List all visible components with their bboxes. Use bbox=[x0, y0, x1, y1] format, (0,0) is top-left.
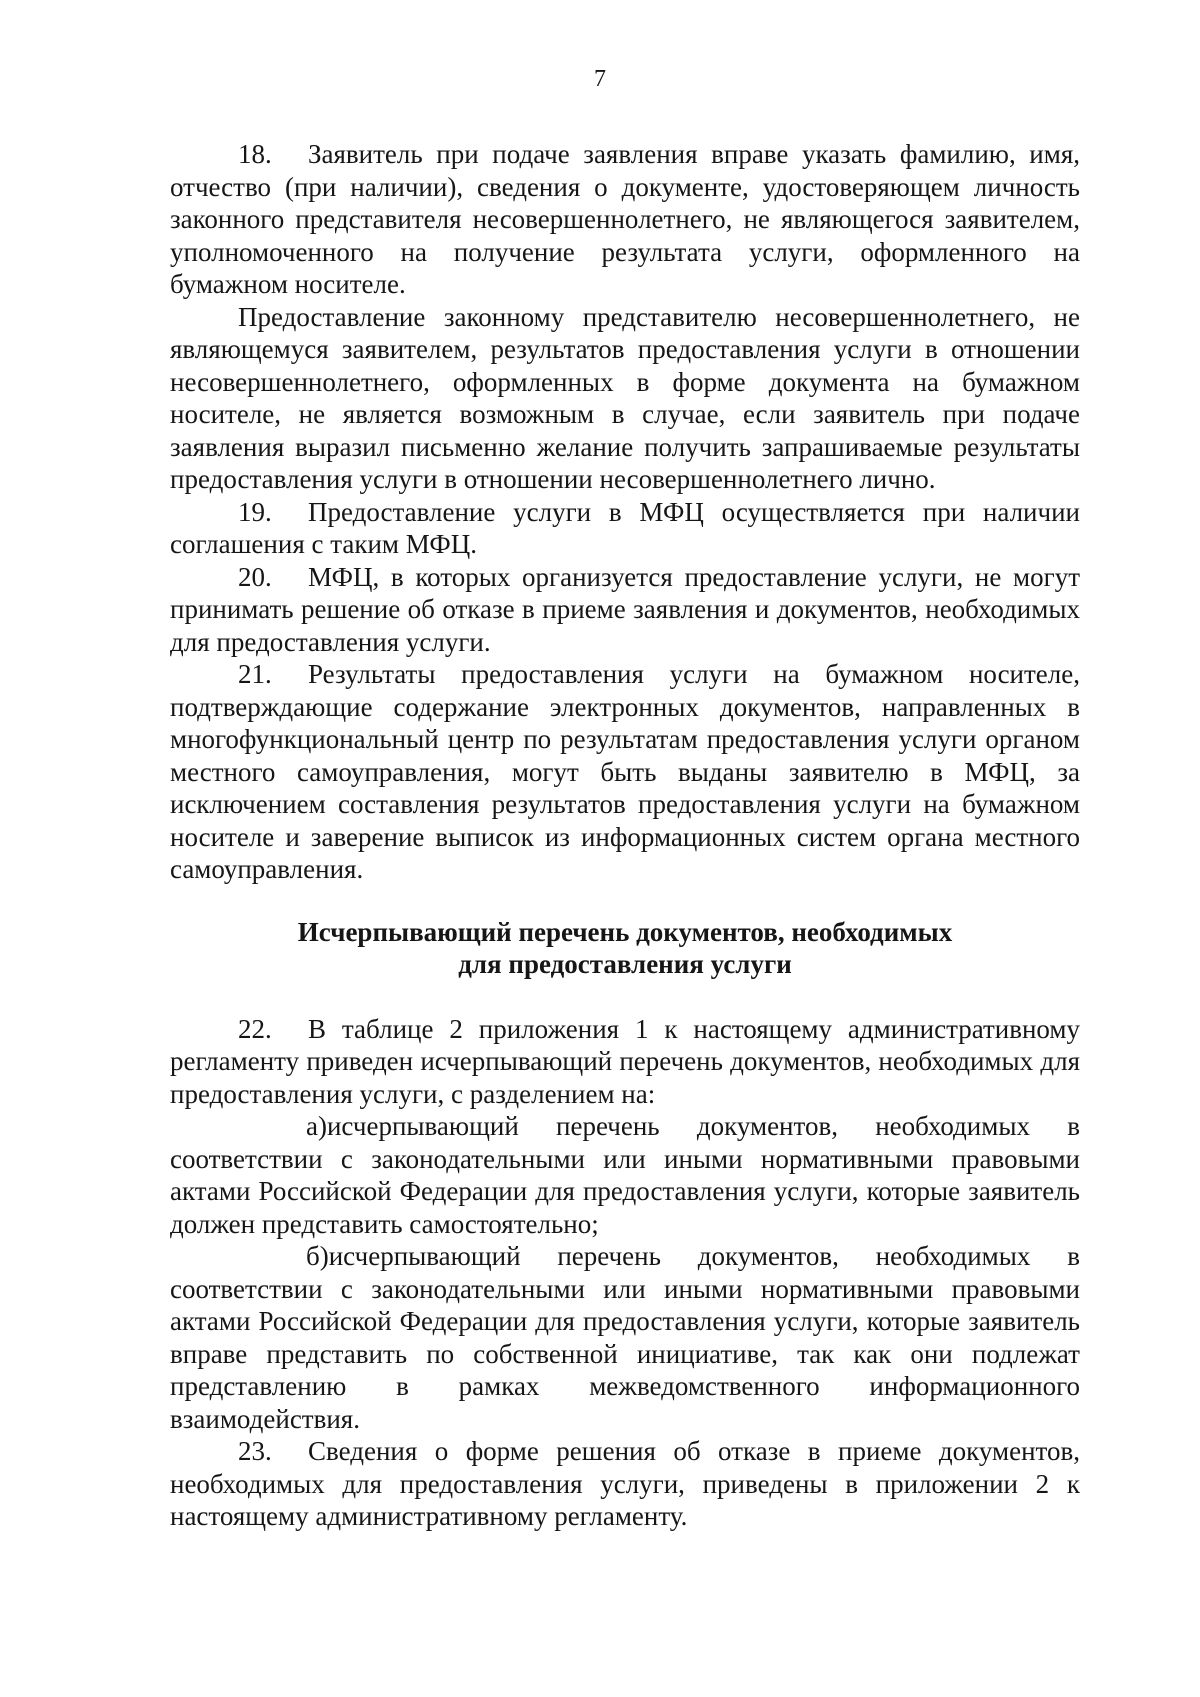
paragraph-text: Заявитель при подаче заявления вправе указать фамилию, имя, отчество (при наличии), сведения о документе, удостоверяющем личность законного представителя несовершеннолетнего, не являющегося заявителем, уполномоченного на получение результата услуги, оформленного на бумажном носителе. bbox=[170, 139, 1080, 299]
page-number: 7 bbox=[594, 66, 606, 92]
paragraph-text: Сведения о форме решения об отказе в приеме документов, необходимых для предоставления услуги, приведены в приложении 2 к настоящему административному регламенту. bbox=[170, 1436, 1080, 1531]
section-heading bbox=[170, 916, 1080, 981]
paragraph-number: 21. bbox=[238, 659, 272, 689]
paragraph-text: Предоставление услуги в МФЦ осуществляется при наличии соглашения с таким МФЦ. bbox=[170, 496, 1080, 559]
paragraph-19 bbox=[170, 496, 1080, 561]
paragraph-18 bbox=[170, 138, 1080, 301]
document-body bbox=[170, 138, 1080, 1533]
paragraph-number: 18. bbox=[238, 139, 272, 169]
list-letter: б) bbox=[306, 1241, 329, 1271]
paragraph-text: Предоставление законному представителю несовершеннолетнего, не являющемуся заявителем, результатов предоставления услуги в отношении несовершеннолетнего, оформленных в форме документа на бумажном носителе, не является возможным в случае, если заявитель при подаче заявления выразил письменно желание получить запрашиваемые результаты предоставления услуги в отношении несовершеннолетнего лично. bbox=[170, 301, 1080, 494]
paragraph-number: 22. bbox=[238, 1013, 272, 1044]
paragraph-number: 23. bbox=[238, 1436, 272, 1466]
paragraph-23 bbox=[170, 1435, 1080, 1533]
paragraph-text: Результаты предоставления услуги на бумажном носителе, подтверждающие содержание электронных документов, направленных в многофункциональный центр по результатам предоставления услуги органом местного самоуправления, могут быть выданы заявителю в МФЦ, за исключением составления результатов предоставления услуги на бумажном носителе и заверение выписок из информационных систем органа местного самоуправления. bbox=[170, 659, 1080, 884]
paragraph-text: В таблице 2 приложения 1 к настоящему административному регламенту приведен исчерпывающий перечень документов, необходимых для предоставления услуги, с разделением на: bbox=[170, 1013, 1080, 1109]
paragraph-text: исчерпывающий перечень документов, необходимых в соответствии с законодательными или иными нормативными правовыми актами Российской Федерации для предоставления услуги, которые заявитель вправе представить по собственной инициативе, так как они подлежат представлению в рамках межведомственного информационного взаимодействия. bbox=[170, 1241, 1080, 1434]
paragraph-22-a bbox=[170, 1110, 1080, 1240]
paragraph-22 bbox=[170, 1013, 1080, 1111]
paragraph-22-b bbox=[170, 1240, 1080, 1435]
paragraph-21 bbox=[170, 658, 1080, 886]
paragraph-number: 19. bbox=[238, 496, 272, 527]
paragraph-20 bbox=[170, 561, 1080, 659]
paragraph-18-continuation bbox=[170, 301, 1080, 496]
paragraph-number: 20. bbox=[238, 561, 272, 592]
paragraph-text: МФЦ, в которых организуется предоставление услуги, не могут принимать решение об отказе в приеме заявления и документов, необходимых для предоставления услуги. bbox=[170, 561, 1080, 657]
paragraph-text: исчерпывающий перечень документов, необходимых в соответствии с законодательными или иными нормативными правовыми актами Российской Федерации для предоставления услуги, которые заявитель должен представить самостоятельно; bbox=[170, 1111, 1080, 1239]
section-heading-line-1: Исчерпывающий перечень документов, необходимых bbox=[297, 916, 953, 947]
section-heading-line-2: для предоставления услуги bbox=[458, 949, 792, 979]
list-letter: а) bbox=[306, 1111, 327, 1141]
